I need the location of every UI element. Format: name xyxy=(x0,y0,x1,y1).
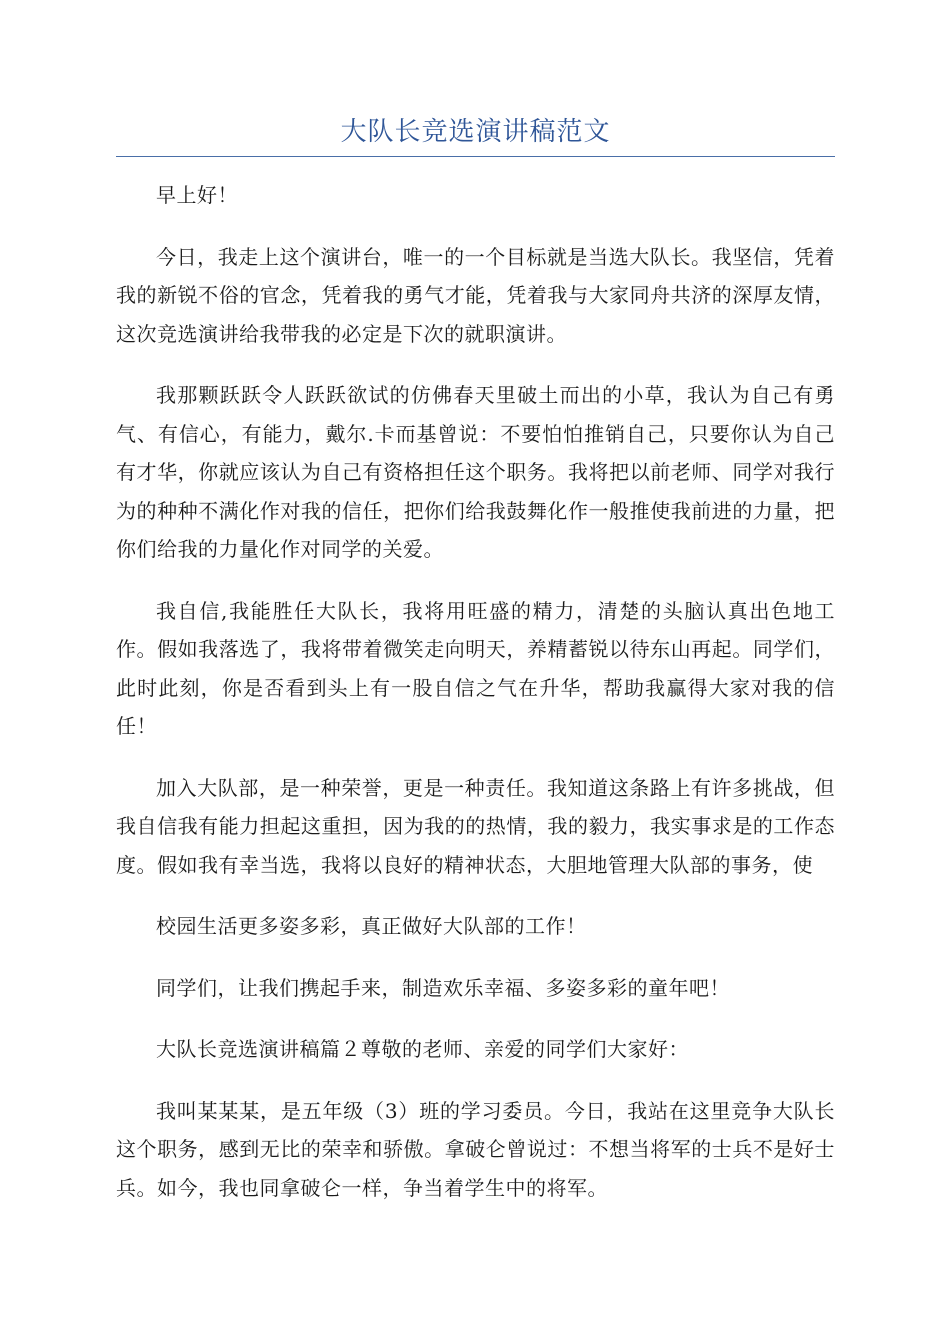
title-block xyxy=(116,112,835,157)
paragraph-greeting: 早上好！ xyxy=(156,183,238,207)
paragraph: 我自信,我能胜任大队长，我将用旺盛的精力，清楚的头脑认真出色地工作。假如我落选了，我将带着微笑走向明天，养精蓄锐以待东山再起。同学们，此时此刻，你是否看到头上有一股自信之气在升华，帮助我赢得大家对我的信任！ xyxy=(116,598,835,738)
paragraph: 校园生活更多姿多彩，真正做好大队部的工作！ xyxy=(156,914,587,938)
paragraph: 加入大队部，是一种荣誉，更是一种责任。我知道这条路上有许多挑战，但我自信我有能力担起这重担，因为我的的热情，我的毅力，我实事求是的工作态度。假如我有幸当选，我将以良好的精神状态，大胆地管理大队部的事务，使 xyxy=(116,775,835,877)
paragraph: 我叫某某某，是五年级（3）班的学习委员。今日，我站在这里竞争大队长这个职务，感到无比的荣幸和骄傲。拿破仑曾说过：不想当将军的士兵不是好士兵。如今，我也同拿破仑一样，争当着学生中的将军。 xyxy=(116,1098,835,1200)
paragraph: 同学们，让我们携起手来，制造欢乐幸福、多姿多彩的童年吧！ xyxy=(156,975,730,1000)
document-title: 大队长竞选演讲稿范文 xyxy=(340,117,611,147)
paragraph: 我那颗跃跃令人跃跃欲试的仿佛春天里破土而出的小草，我认为自己有勇气、有信心，有能力，戴尔.卡而基曾说：不要怕怕推销自己，只要你认为自己有才华，你就应该认为自己有资格担任这个职务。我将把以前老师、同学对我行为的种种不满化作对我的信任，把你们给我鼓舞化作一般推使我前进的力量，把你们给我的力量化作对同学的关爱。 xyxy=(116,383,835,561)
paragraph: 今日，我走上这个演讲台，唯一的一个目标就是当选大队长。我坚信，凭着我的新锐不俗的官念，凭着我的勇气才能，凭着我与大家同舟共济的深厚友情，这次竞选演讲给我带我的必定是下次的就职演讲。 xyxy=(116,244,835,346)
document-body xyxy=(116,176,835,1230)
paragraph-section-heading: 大队长竞选演讲稿篇２尊敬的老师、亲爱的同学们大家好： xyxy=(156,1037,689,1061)
